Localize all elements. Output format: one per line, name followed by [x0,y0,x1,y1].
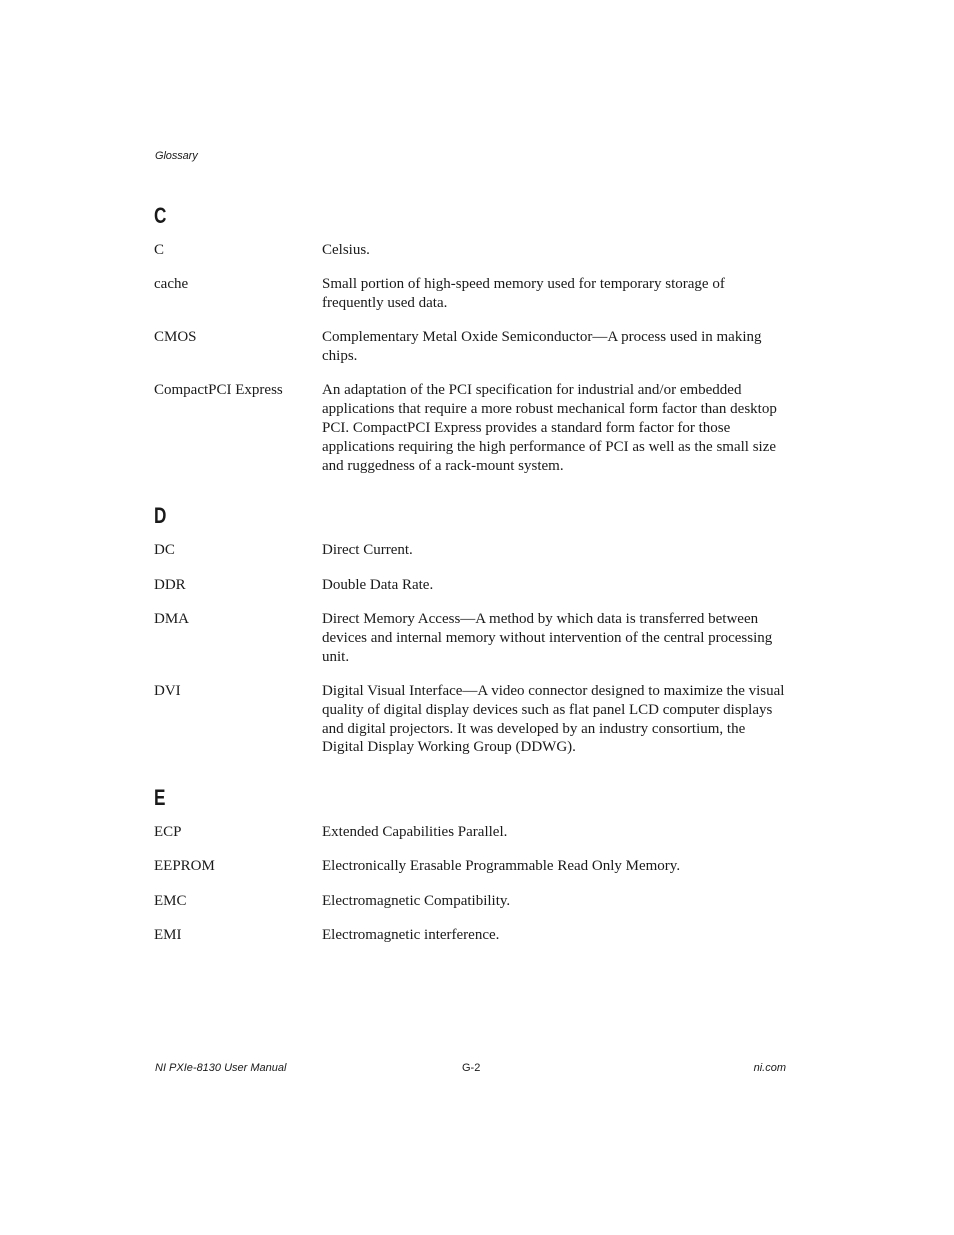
glossary-term: DC [154,542,175,559]
glossary-entry [154,541,786,560]
glossary-term: C [154,242,165,258]
glossary-term: CompactPCI Express [154,382,283,399]
glossary-term: EMC [154,892,187,909]
glossary-term: DDR [154,576,186,593]
glossary-entry [154,857,786,876]
glossary-term: DMA [154,611,190,628]
glossary-content [154,202,786,945]
glossary-term: cache [154,276,189,293]
glossary-entry [154,328,786,366]
glossary-definition: Small portion of high-speed memory used for temporary storage of frequently used data. [322,276,725,312]
glossary-term: ECP [154,824,182,841]
glossary-definition: Double Data Rate. [322,576,434,593]
glossary-entry [154,241,786,260]
glossary-entry [154,610,786,666]
glossary-entry [154,576,786,595]
glossary-term: CMOS [154,329,197,346]
glossary-definition: Celsius. [322,242,370,258]
glossary-definition: Extended Capabilities Parallel. [322,824,508,841]
glossary-definition: Electromagnetic Compatibility. [322,892,511,909]
glossary-section-e [154,784,786,945]
glossary-definition: Electromagnetic interference. [322,927,500,944]
glossary-entry [154,275,786,313]
glossary-definition: Direct Memory Access—A method by which data is transferred between devices and internal memory without intervention of the central processing unit. [322,611,773,665]
running-head: Glossary [155,150,198,162]
footer-page-number: G-2 [462,1062,481,1074]
footer-website: ni.com [753,1062,786,1074]
glossary-entry [154,892,786,911]
glossary-entry [154,823,786,842]
glossary-definition: Direct Current. [322,542,413,559]
section-letter: D [154,503,167,529]
glossary-definition: Complementary Metal Oxide Semiconductor—A process used in making chips. [322,329,762,365]
glossary-section-d [154,502,786,757]
glossary-entry [154,682,786,757]
section-letter: E [154,785,166,811]
section-letter: C [154,203,167,228]
glossary-definition: Electronically Erasable Programmable Read Only Memory. [322,858,681,875]
glossary-entry [154,926,786,945]
glossary-section-c [154,202,786,475]
glossary-term: EEPROM [154,858,215,875]
glossary-definition: Digital Visual Interface—A video connector designed to maximize the visual quality of digital display devices such as flat panel LCD computer displays and digital projectors. It was developed by an industry consortium, the Digital Display Working Group (DDWG). [322,682,785,756]
glossary-definition: An adaptation of the PCI specification for industrial and/or embedded applications that require a more robust mechanical form factor than desktop PCI. CompactPCI Express provides a standard form factor for those applications requiring the high performance of PCI as well as the small size and ruggedness of a rack-mount system. [322,382,777,474]
glossary-term: DVI [154,682,181,699]
footer-manual-title: NI PXIe-8130 User Manual [155,1062,287,1074]
glossary-term: EMI [154,927,182,944]
glossary-entry [154,381,786,475]
